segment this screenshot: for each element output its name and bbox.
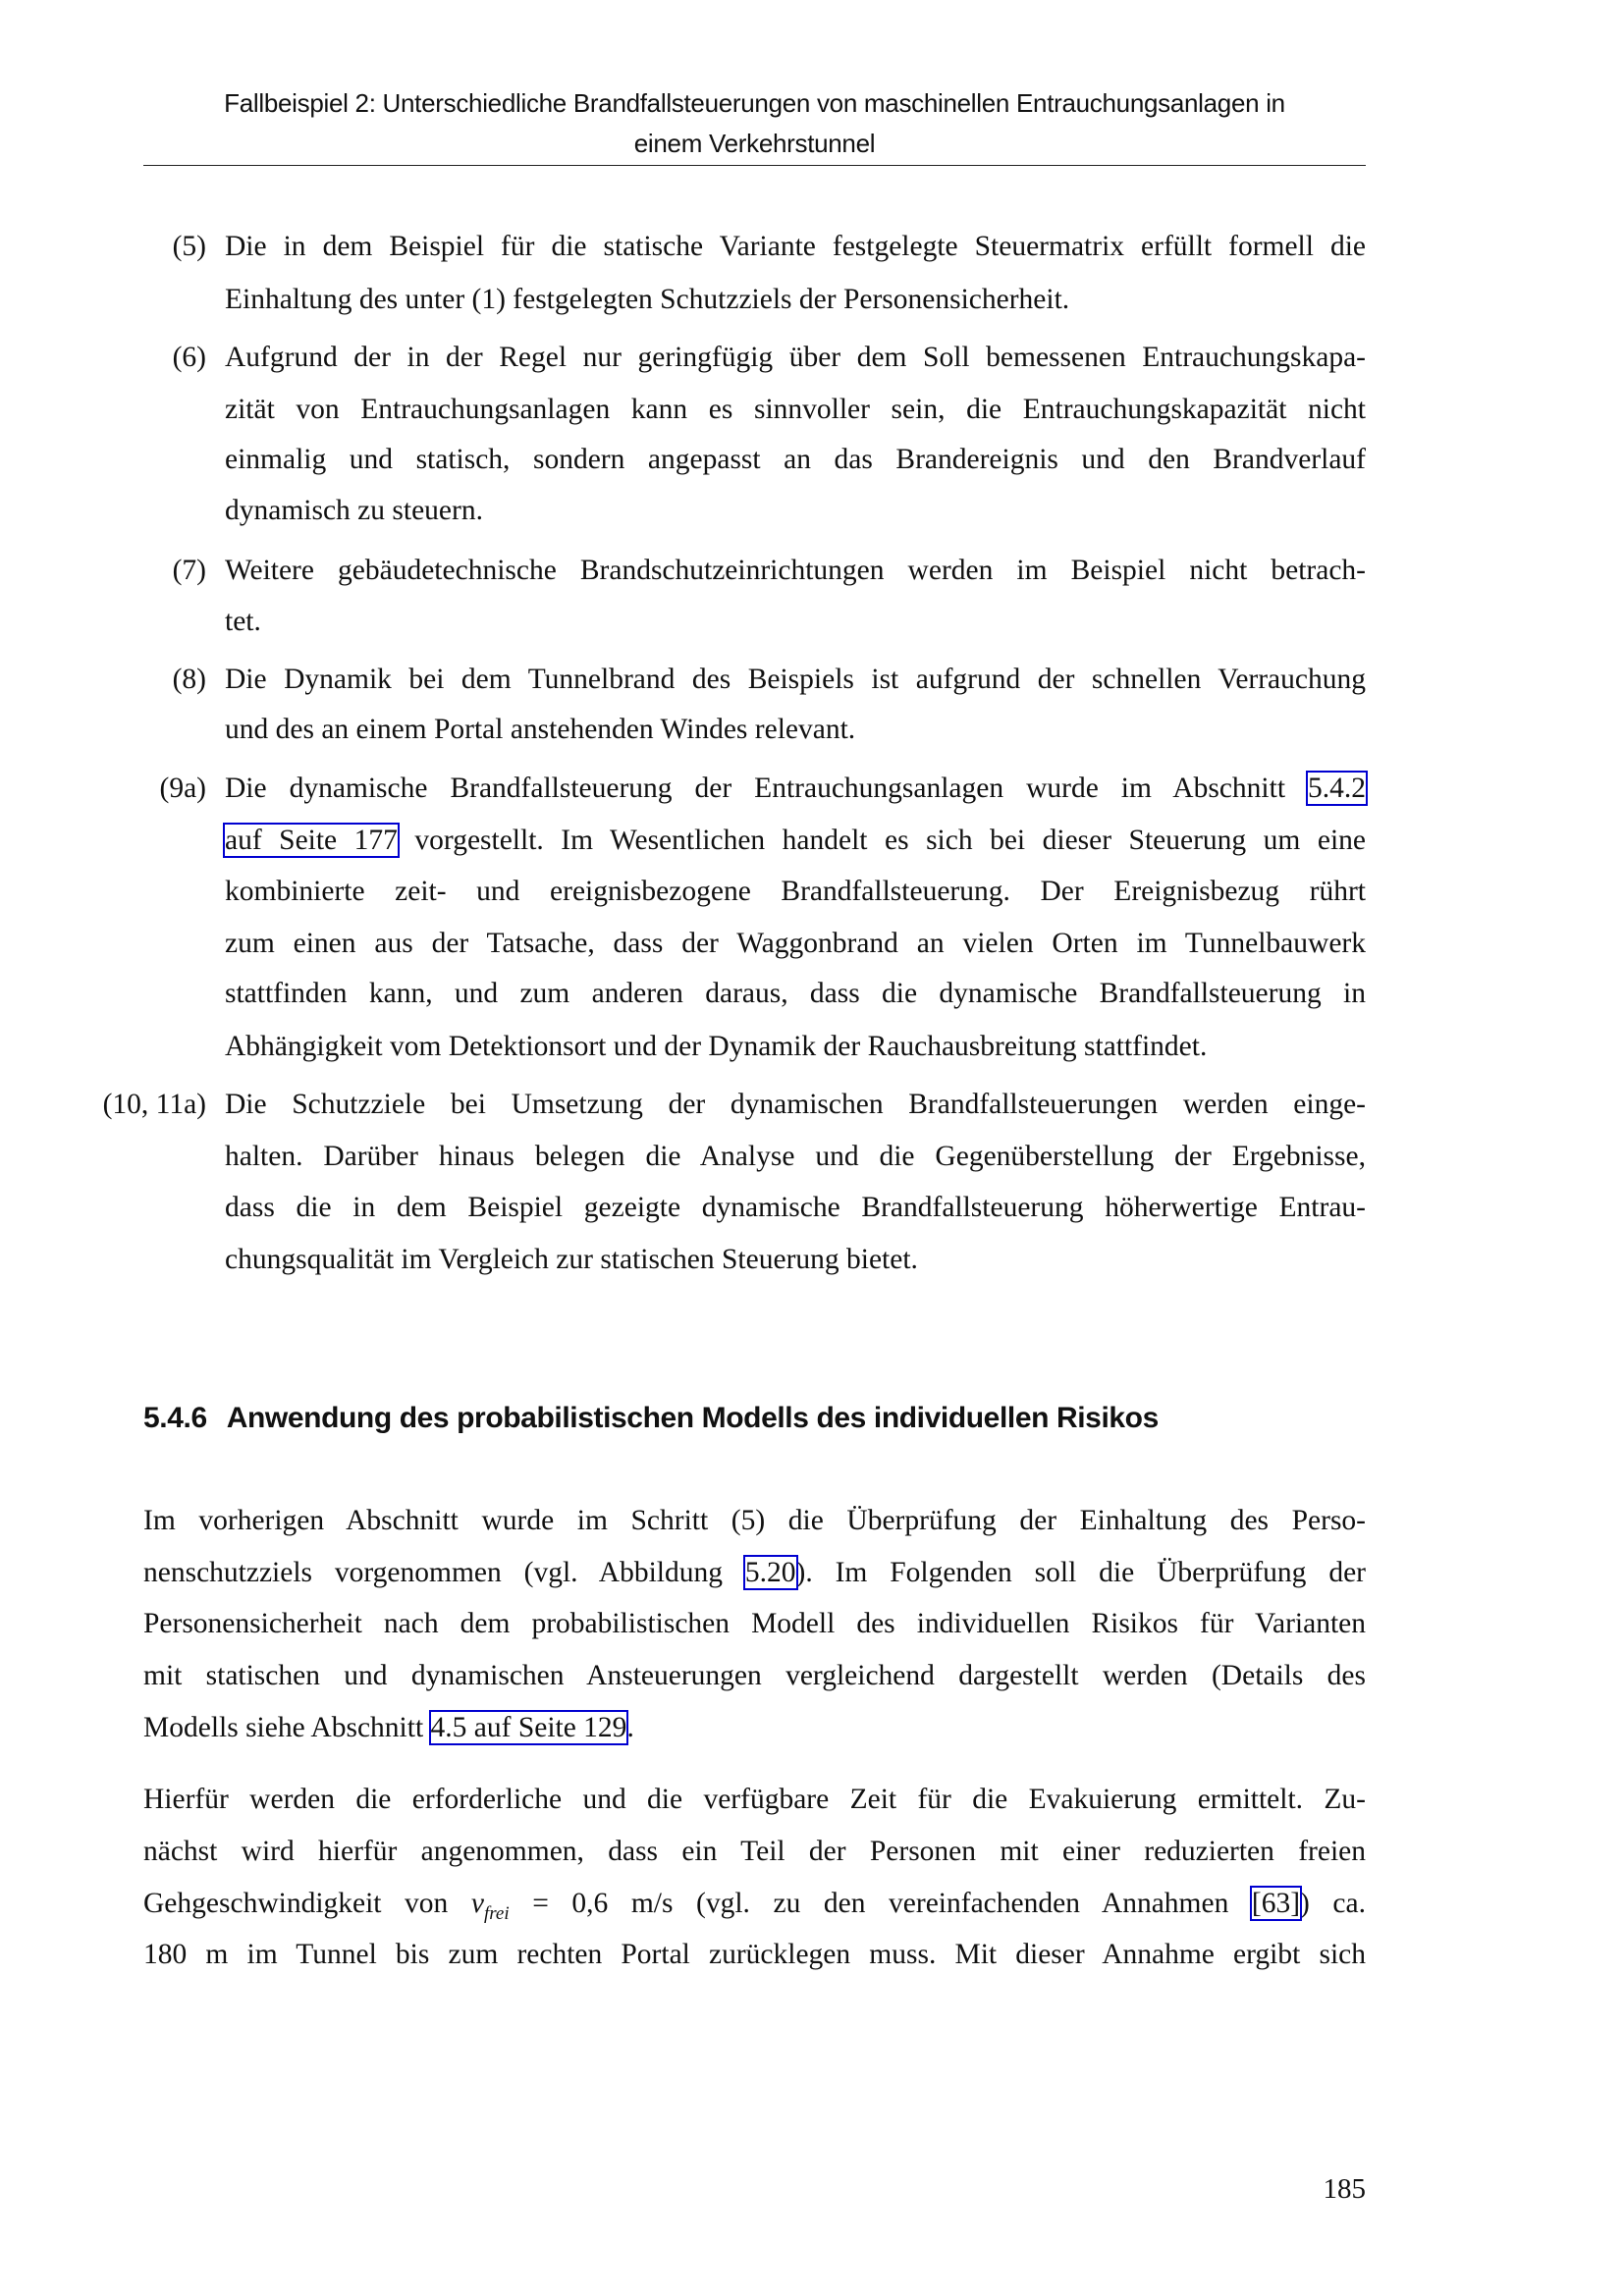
list-line: Die in dem Beispiel für die statische Variante festgelegte Steuermatrix erfüllt formell die [225, 231, 1366, 262]
list-label: (9a) [159, 773, 206, 804]
list-label: (8) [172, 664, 206, 695]
list-line: dass die in dem Beispiel gezeigte dynamische Brandfallsteuerung höherwertige Entrau- [225, 1192, 1366, 1223]
paragraph-line: nächst wird hierfür angenommen, dass ein Teil der Personen mit einer reduzierten freien [143, 1836, 1366, 1867]
header-rule [143, 165, 1366, 166]
text: Gehgeschwindigkeit von [143, 1888, 471, 1919]
paragraph-line: Hierfür werden die erforderliche und die verfügbare Zeit für die Evakuierung ermittelt. Zu- [143, 1784, 1366, 1815]
list-label: (10, 11a) [102, 1089, 206, 1120]
list-line: dynamisch zu steuern. [225, 495, 483, 526]
math-v-frei [470, 1888, 510, 1924]
page-number: 185 [1323, 2173, 1366, 2205]
list-line: halten. Darüber hinaus belegen die Analyse und die Gegenüberstellung der Ergebnisse, [225, 1141, 1366, 1172]
list-line: tet. [225, 606, 261, 637]
section-title: Anwendung des probabilistischen Modells des individuellen Risikos [226, 1402, 1159, 1434]
paragraph-line: Im vorherigen Abschnitt wurde im Schritt (5) die Überprüfung der Einhaltung des Perso- [143, 1505, 1366, 1536]
math-subscript: frei [483, 1902, 510, 1924]
text: vorgestellt. Im Wesentlichen handelt es sich bei dieser Steuerung um eine [397, 825, 1366, 856]
link-figure-5-20[interactable]: 5.20 [744, 1557, 796, 1588]
link-page-177[interactable]: auf Seite 177 [225, 825, 398, 856]
text: Die dynamische Brandfallsteuerung der Entrauchungsanlagen wurde im Abschnitt [225, 773, 1308, 804]
text: nenschutzziels vorgenommen (vgl. Abbildung [143, 1557, 745, 1588]
link-section-5-4-2[interactable]: 5.4.2 [1308, 773, 1366, 804]
paragraph-line [143, 1702, 1366, 1753]
list-line: Einhaltung des unter (1) festgelegten Schutzziels der Personensicherheit. [225, 284, 1070, 315]
text: . [626, 1712, 634, 1743]
list-label: (6) [172, 342, 206, 373]
paragraph-line [143, 1878, 1366, 1929]
list-line: Die Dynamik bei dem Tunnelbrand des Beispiels ist aufgrund der schnellen Verrauchung [225, 664, 1366, 695]
link-section-4-5[interactable]: 4.5 auf Seite 129 [430, 1712, 627, 1743]
list-line: Abhängigkeit vom Detektionsort und der Dynamik der Rauchausbreitung stattfindet. [225, 1031, 1208, 1062]
list-line: einmalig und statisch, sondern angepasst an das Brandereignis und den Brandverlauf [225, 444, 1366, 475]
list-line: stattfinden kann, und zum anderen daraus, dass die dynamische Brandfallsteuerung in [225, 978, 1366, 1009]
list-line: zität von Entrauchungsanlagen kann es sinnvoller sein, die Entrauchungskapazität nicht [225, 394, 1366, 425]
list-line: kombinierte zeit- und ereignisbezogene Brandfallsteuerung. Der Ereignisbezug rührt [225, 876, 1366, 907]
list-line [225, 815, 1366, 866]
list-line: zum einen aus der Tatsache, dass der Waggonbrand an vielen Orten im Tunnelbauwerk [225, 928, 1366, 959]
text: ). Im Folgenden soll die Überprüfung der [795, 1557, 1366, 1588]
text: ) ca. [1300, 1888, 1366, 1919]
list-line: Weitere gebäudetechnische Brandschutzeinrichtungen werden im Beispiel nicht betrach- [225, 555, 1366, 586]
list-label: (5) [172, 231, 206, 262]
running-header-line2: einem Verkehrstunnel [633, 129, 876, 158]
list-line: Aufgrund der in der Regel nur geringfügig über dem Soll bemessenen Entrauchungskapa- [225, 342, 1366, 373]
citation-63[interactable]: [63] [1251, 1888, 1301, 1919]
list-line: und des an einem Portal anstehenden Windes relevant. [225, 714, 856, 745]
list-label: (7) [172, 555, 206, 586]
section-heading [143, 1396, 1159, 1441]
math-var: v [470, 1888, 484, 1919]
section-number: 5.4.6 [143, 1402, 207, 1434]
text: Modells siehe Abschnitt [143, 1712, 431, 1743]
list-line [225, 763, 1366, 814]
list-line: Die Schutzziele bei Umsetzung der dynamischen Brandfallsteuerungen werden einge- [225, 1089, 1366, 1120]
text: = 0,6 m/s (vgl. zu den vereinfachenden Annahmen [509, 1888, 1252, 1919]
paragraph-line: mit statischen und dynamischen Ansteuerungen vergleichend dargestellt werden (Details des [143, 1660, 1366, 1691]
paragraph-line: 180 m im Tunnel bis zum rechten Portal zurücklegen muss. Mit dieser Annahme ergibt sich [143, 1939, 1366, 1970]
paragraph-line: Personensicherheit nach dem probabilistischen Modell des individuellen Risikos für Varianten [143, 1608, 1366, 1639]
paragraph-line [143, 1547, 1366, 1598]
running-header-line1: Fallbeispiel 2: Unterschiedliche Brandfallsteuerungen von maschinellen Entrauchungsanlagen in [224, 88, 1285, 118]
list-line: chungsqualität im Vergleich zur statischen Steuerung bietet. [225, 1244, 918, 1275]
